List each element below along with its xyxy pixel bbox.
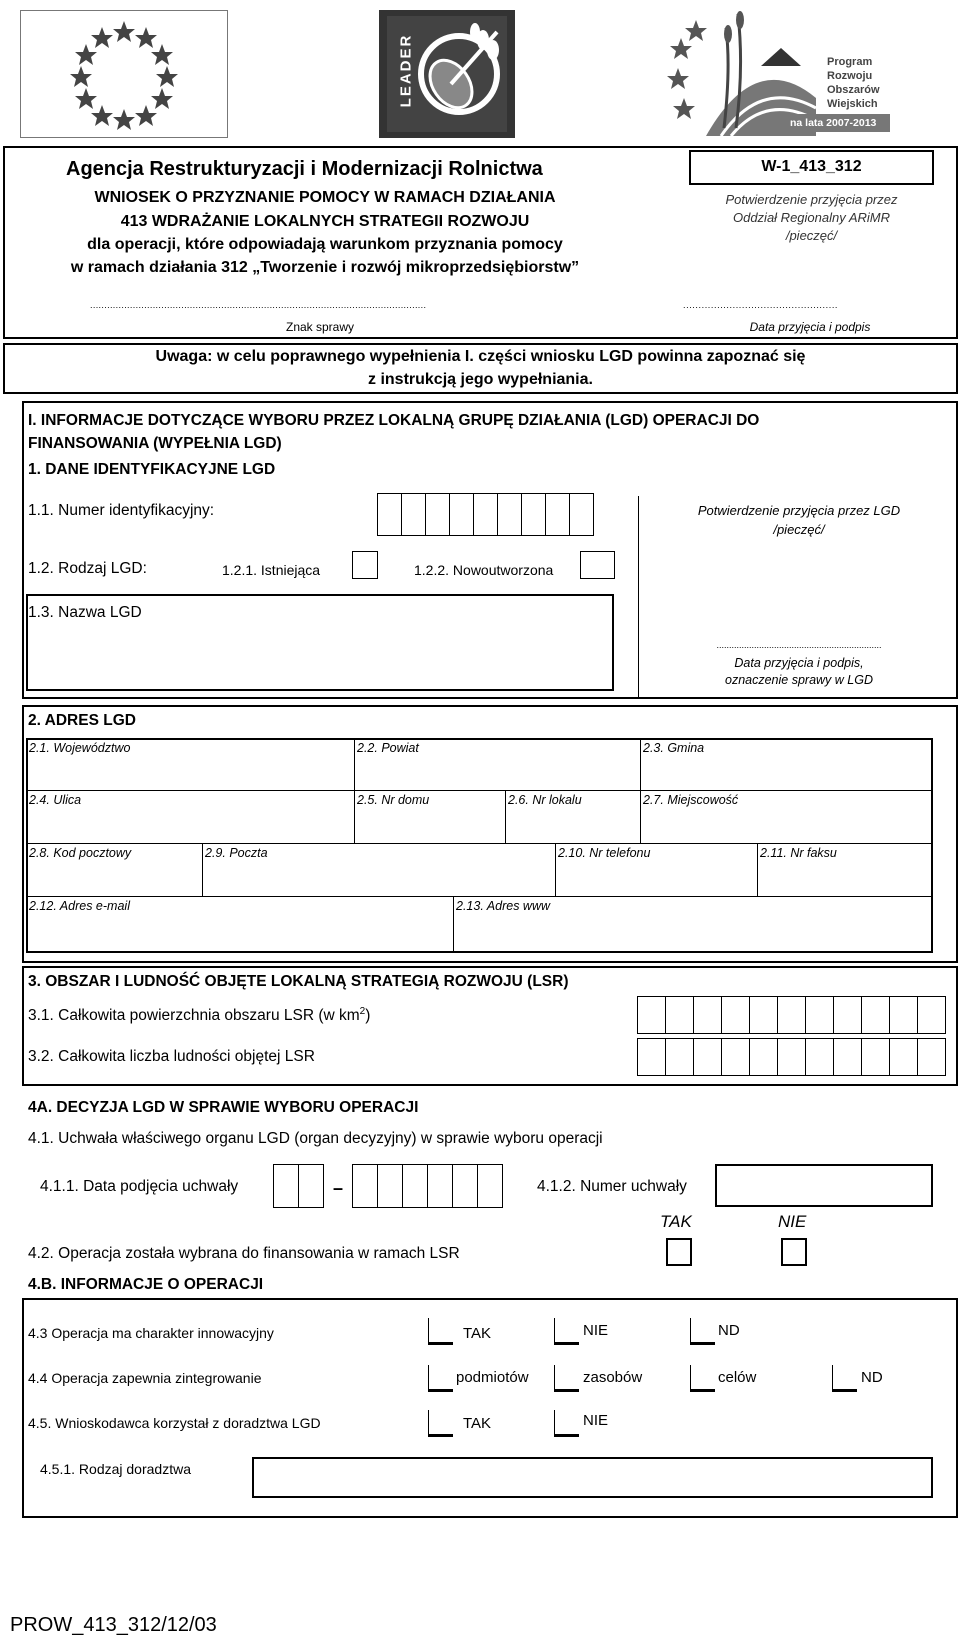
total-area-label xyxy=(28,1006,370,1025)
lgd-confirm-line2: /pieczęć/ xyxy=(773,522,825,537)
decision-no-header: NIE xyxy=(778,1212,807,1231)
application-title-line1: WNIOSEK O PRZYZNANIE POMOCY W RAMACH DZIAŁANIA xyxy=(94,189,556,206)
lgd-type-existing-checkbox[interactable] xyxy=(352,551,378,579)
application-title-line3: dla operacji, które odpowiadają warunkom przyznania pomocy xyxy=(87,236,563,253)
advisory-label: 4.5. Wnioskodawca korzystał z doradztwa LGD xyxy=(28,1415,321,1431)
total-area-close: ) xyxy=(365,1007,371,1025)
lgd-confirm-line1: Potwierdzenie przyjęcia przez LGD xyxy=(697,503,901,518)
integration-resources-label: zasobów xyxy=(583,1369,643,1386)
county-field-label: 2.2. Powiat xyxy=(357,741,419,755)
integration-goals-label: celów xyxy=(718,1369,757,1386)
lgd-type-new-label: 1.2.2. Nowoutworzona xyxy=(414,562,554,578)
resolution-label: 4.1. Uchwała właściwego organu LGD (organ decyzyjny) w sprawie wyboru operacji xyxy=(28,1130,603,1147)
selected-no-checkbox[interactable] xyxy=(781,1238,807,1266)
lgd-name-label: 1.3. Nazwa LGD xyxy=(28,604,142,621)
advisory-yes-checkbox[interactable] xyxy=(428,1410,453,1437)
innovative-yes-checkbox[interactable] xyxy=(428,1318,453,1345)
form-footer-code: PROW_413_312/12/03 xyxy=(10,1614,217,1636)
address-col-divider xyxy=(202,843,203,896)
integration-resources-checkbox[interactable] xyxy=(554,1365,579,1392)
integration-nd-label: ND xyxy=(861,1369,883,1386)
integration-entities-label: podmiotów xyxy=(456,1369,529,1386)
address-col-divider xyxy=(354,738,355,790)
advisory-type-label: 4.5.1. Rodzaj doradztwa xyxy=(40,1461,191,1477)
lgd-type-new-checkbox[interactable] xyxy=(580,551,615,579)
resolution-number-field[interactable] xyxy=(715,1164,933,1207)
address-col-divider xyxy=(555,843,556,896)
arimr-confirm-line3: /pieczęć/ xyxy=(785,228,838,243)
address-col-divider xyxy=(640,790,641,843)
population-cells[interactable] xyxy=(638,1038,946,1076)
resolution-date-label: 4.1.1. Data podjęcia uchwały xyxy=(40,1178,239,1195)
operation-heading: 4.B. INFORMACJE O OPERACJI xyxy=(28,1276,264,1293)
decision-heading: 4A. DECYZJA LGD W SPRAWIE WYBORU OPERACJI xyxy=(28,1099,419,1116)
resolution-date-month-year-cells[interactable] xyxy=(353,1164,503,1208)
leader-logo xyxy=(379,10,515,138)
decision-yes-header: TAK xyxy=(660,1212,692,1231)
locality-field-label: 2.7. Miejscowość xyxy=(643,793,739,807)
section1-divider xyxy=(638,496,639,699)
innovative-nd-label: ND xyxy=(718,1322,740,1339)
form-code: W-1_413_312 xyxy=(761,158,862,175)
advisory-type-field[interactable] xyxy=(252,1457,933,1498)
phone-field-label: 2.10. Nr telefonu xyxy=(558,846,651,860)
address-col-divider xyxy=(757,843,758,896)
arimr-confirm-line2: Oddział Regionalny ARiMR xyxy=(732,210,891,225)
total-area-label-text: 3.1. Całkowita powierzchnia obszaru LSR (w km xyxy=(28,1007,360,1025)
total-area-sup: 2 xyxy=(359,1006,366,1017)
innovative-no-checkbox[interactable] xyxy=(554,1318,579,1345)
lgd-date-dots: .................................................................. xyxy=(716,640,882,650)
case-mark-dots: ...................................................................................................................... xyxy=(90,300,427,310)
integration-entities-checkbox[interactable] xyxy=(428,1365,453,1392)
address-col-divider xyxy=(640,738,641,790)
innovative-yes-label: TAK xyxy=(463,1325,492,1342)
street-field-label: 2.4. Ulica xyxy=(29,793,82,807)
lgd-date-line1: Data przyjęcia i podpis, xyxy=(734,656,864,670)
address-heading: 2. ADRES LGD xyxy=(28,712,136,729)
notice-line1: Uwaga: w celu poprawnego wypełnienia I. części wniosku LGD powinna zapoznać się xyxy=(155,348,806,365)
selected-for-funding-label: 4.2. Operacja została wybrana do finansowania w ramach LSR xyxy=(28,1245,460,1262)
voivodeship-field-label: 2.1. Województwo xyxy=(29,741,131,755)
receipt-date-dots: .................................................. xyxy=(683,300,839,310)
innovative-nd-checkbox[interactable] xyxy=(690,1318,715,1345)
address-row-line2 xyxy=(26,843,933,844)
area-heading: 3. OBSZAR I LUDNOŚĆ OBJĘTE LOKALNĄ STRATEGIĄ ROZWOJU (LSR) xyxy=(28,973,569,990)
prow-logo xyxy=(666,8,890,140)
notice-line2: z instrukcją jego wypełniania. xyxy=(368,371,593,388)
prow-line3: Obszarów xyxy=(827,84,880,96)
section1-heading-line2: FINANSOWANIA (WYPEŁNIA LGD) xyxy=(28,435,282,452)
section1-subheading: 1. DANE IDENTYFIKACYJNE LGD xyxy=(28,461,276,478)
address-row-line3 xyxy=(26,896,933,897)
post-office-field-label: 2.9. Poczta xyxy=(205,846,268,860)
address-col-divider xyxy=(453,896,454,953)
prow-line2: Rozwoju xyxy=(827,70,873,82)
application-title-line2: 413 WDRAŻANIE LOKALNYCH STRATEGII ROZWOJU xyxy=(120,213,530,230)
lgd-date-line2: oznaczenie sprawy w LGD xyxy=(725,673,873,687)
eu-stars-icon xyxy=(21,11,227,137)
prow-line4: Wiejskich xyxy=(827,98,878,110)
integration-nd-checkbox[interactable] xyxy=(832,1365,857,1392)
agency-title: Agencja Restrukturyzacji i Modernizacji Rolnictwa xyxy=(66,158,543,180)
integration-label: 4.4 Operacja zapewnia zintegrowanie xyxy=(28,1370,262,1386)
innovative-label: 4.3 Operacja ma charakter innowacyjny xyxy=(28,1325,274,1341)
address-col-divider xyxy=(505,790,506,843)
section1-heading-line1: I. INFORMACJE DOTYCZĄCE WYBORU PRZEZ LOKALNĄ GRUPĘ DZIAŁANIA (LGD) OPERACJI DO xyxy=(28,412,760,429)
population-label: 3.2. Całkowita liczba ludności objętej LSR xyxy=(28,1048,315,1065)
lgd-id-cells[interactable] xyxy=(378,493,594,536)
total-area-cells[interactable] xyxy=(638,996,946,1034)
www-field-label: 2.13. Adres www xyxy=(456,899,551,913)
postcode-field-label: 2.8. Kod pocztowy xyxy=(29,846,132,860)
prow-line1: Program xyxy=(827,56,873,68)
fax-field-label: 2.11. Nr faksu xyxy=(760,846,837,860)
integration-goals-checkbox[interactable] xyxy=(690,1365,715,1392)
lgd-type-existing-label: 1.2.1. Istniejąca xyxy=(222,562,321,578)
selected-yes-checkbox[interactable] xyxy=(666,1238,692,1266)
lgd-id-label: 1.1. Numer identyfikacyjny: xyxy=(28,502,215,519)
commune-field-label: 2.3. Gmina xyxy=(643,741,705,755)
resolution-date-day-cells[interactable] xyxy=(274,1164,324,1208)
lgd-type-label: 1.2. Rodzaj LGD: xyxy=(28,560,147,577)
eu-flag-logo xyxy=(20,10,228,138)
email-field-label: 2.12. Adres e-mail xyxy=(29,899,130,913)
advisory-yes-label: TAK xyxy=(463,1415,492,1432)
house-no-field-label: 2.5. Nr domu xyxy=(357,793,430,807)
innovative-no-label: NIE xyxy=(583,1322,609,1339)
prow-line5: na lata 2007-2013 xyxy=(790,117,877,129)
leader-logo-text: LEADER xyxy=(397,33,415,108)
advisory-no-checkbox[interactable] xyxy=(554,1410,579,1437)
application-title-line4: w ramach działania 312 „Tworzenie i rozwój mikroprzedsiębiorstw” xyxy=(70,259,580,276)
receipt-date-label: Data przyjęcia i podpis xyxy=(749,320,871,334)
case-mark-label: Znak sprawy xyxy=(285,320,355,334)
date-separator: – xyxy=(333,1178,344,1198)
address-row-line1 xyxy=(26,790,933,791)
flat-no-field-label: 2.6. Nr lokalu xyxy=(508,793,582,807)
address-col-divider xyxy=(354,790,355,843)
resolution-number-label: 4.1.2. Numer uchwały xyxy=(537,1178,687,1195)
advisory-no-label: NIE xyxy=(583,1412,609,1429)
arimr-confirm-line1: Potwierdzenie przyjęcia przez xyxy=(725,192,898,207)
